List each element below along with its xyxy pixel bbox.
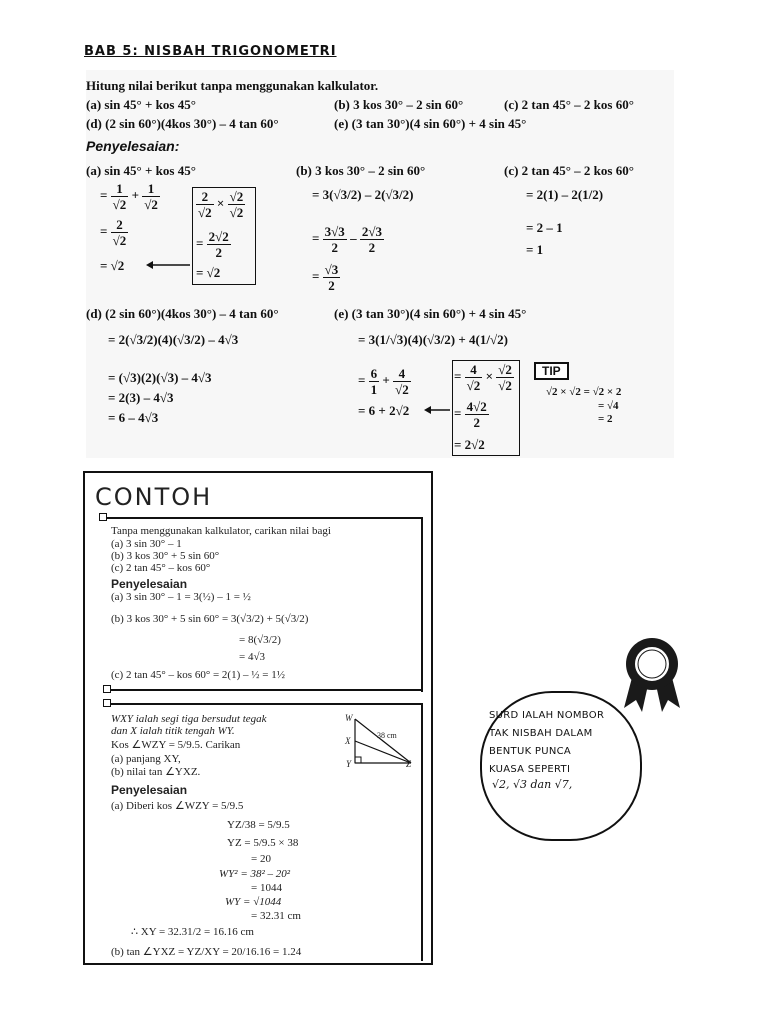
figure-label-w: W: [345, 713, 353, 723]
contoh-s2i: ∴ XY = 32.31/2 = 16.16 cm: [131, 926, 254, 938]
solution-e-heading: (e) (3 tan 30°)(4 sin 60°) + 4 sin 45°: [334, 306, 527, 321]
note-line1: SURD IALAH NOMBOR: [489, 710, 605, 721]
solution-b-line3: = $\frac{√3}{2}$: [312, 262, 339, 293]
solution-b-line1: = 3(√3/2) – 2(√3/2): [312, 187, 414, 202]
contoh-s1b2: = 8(√3/2): [239, 634, 281, 646]
note-line3: BENTUK PUNCA: [489, 746, 572, 757]
instruction: Hitung nilai berikut tanpa menggunakan kalkulator.: [86, 78, 379, 93]
contoh-s2g: WY = √1044: [225, 896, 282, 908]
solution-d-line2: = (√3)(2)(√3) – 4√3: [108, 370, 212, 385]
question-e: (e) (3 tan 30°)(4 sin 60°) + 4 sin 45°: [334, 116, 527, 131]
note-line4: KUASA SEPERTI: [489, 764, 571, 775]
divider: [99, 517, 423, 519]
tip-line1: √2 × √2 = √2 × 2: [546, 386, 622, 398]
contoh-q2c: Kos ∠WZY = 5/9.5. Carikan: [111, 739, 241, 751]
contoh-s1a: (a) 3 sin 30° – 1 = 3(½) – 1 = ½: [111, 591, 251, 603]
chapter-title: BAB 5: NISBAH TRIGONOMETRI: [84, 44, 337, 59]
solution-e-line1: = 3(1/√3)(4)(√3/2) + 4(1/√2): [358, 332, 508, 347]
solution-a-line2: = $\frac{2}{√2}$: [100, 217, 127, 248]
contoh-s1b: (b) 3 kos 30° + 5 sin 60° = 3(√3/2) + 5(√3/2): [111, 613, 309, 625]
figure-label-y: Y: [346, 759, 352, 769]
contoh-q2d: (a) panjang XY,: [111, 753, 181, 765]
figure-label-x: X: [345, 736, 351, 746]
contoh-title: CONTOH: [95, 483, 213, 511]
contoh-s2d: = 20: [251, 853, 271, 865]
contoh-q2e: (b) nilai tan ∠YXZ.: [111, 766, 201, 778]
contoh-s2j: (b) tan ∠YXZ = YZ/XY = 20/16.16 = 1.24: [111, 946, 302, 958]
tip-line2: = √4: [598, 400, 619, 412]
solution-e-box-line1: = $\frac{4}{√2}$ × $\frac{√2}{√2}$: [454, 362, 512, 393]
divider: [421, 517, 423, 692]
contoh-q2b: dan X ialah titik tengah WY.: [111, 725, 235, 737]
solution-a-line3: = √2: [100, 258, 125, 273]
solution-d-line3: = 2(3) – 4√3: [108, 390, 174, 405]
contoh-q1c: (c) 2 tan 45° – kos 60°: [111, 562, 211, 574]
solution-d-line4: = 6 – 4√3: [108, 410, 159, 425]
penyelesaian-heading: Penyelesaian:: [86, 138, 180, 154]
arrow-left-icon: [424, 405, 452, 415]
note-line2: TAK NISBAH DALAM: [489, 728, 593, 739]
solution-c-line1: = 2(1) – 2(1/2): [526, 187, 604, 202]
divider: [421, 703, 423, 961]
solution-a-line1: = $\frac{1}{√2}$ + $\frac{1}{√2}$: [100, 181, 158, 212]
contoh-s2c: YZ = 5/9.5 × 38: [227, 837, 299, 849]
solution-d-heading: (d) (2 sin 60°)(4kos 30°) – 4 tan 60°: [86, 306, 279, 321]
contoh-penyelesaian-1: Penyelesaian: [111, 577, 188, 591]
question-d: (d) (2 sin 60°)(4kos 30°) – 4 tan 60°: [86, 116, 279, 131]
solution-e-box-line3: = 2√2: [454, 437, 485, 452]
contoh-s1b3: = 4√3: [239, 651, 265, 663]
note-text: [489, 707, 629, 779]
contoh-q2a: WXY ialah segi tiga bersudut tegak: [111, 713, 267, 725]
solution-e-box-line2: = $\frac{4√2}{2}$: [454, 399, 487, 430]
contoh-q1a: (a) 3 sin 30° – 1: [111, 538, 182, 550]
solution-a-box-line3: = √2: [196, 265, 221, 280]
question-b: (b) 3 kos 30° – 2 sin 60°: [334, 97, 464, 112]
contoh-panel: [83, 471, 433, 965]
contoh-q1b: (b) 3 kos 30° + 5 sin 60°: [111, 550, 220, 562]
solution-a-box-line1: $\frac{2}{√2}$ × $\frac{√2}{√2}$: [198, 189, 244, 220]
arrow-left-icon: [146, 260, 192, 270]
solution-e-line2: = $\frac{6}{1}$ + $\frac{4}{√2}$: [358, 366, 409, 397]
question-a: (a) sin 45° + kos 45°: [86, 97, 196, 112]
solution-a-box-line2: = $\frac{2√2}{2}$: [196, 229, 229, 260]
surd-examples: √2, √3 dan √7,: [492, 778, 573, 791]
contoh-s2f: = 1044: [251, 882, 282, 894]
bullet-icon: [99, 513, 107, 521]
rosette-icon: [620, 636, 684, 720]
solution-a-heading: (a) sin 45° + kos 45°: [86, 163, 196, 178]
contoh-penyelesaian-2: Penyelesaian: [111, 783, 188, 797]
contoh-s2b: YZ/38 = 5/9.5: [227, 819, 290, 831]
solution-d-line1: = 2(√3/2)(4)(√3/2) – 4√3: [108, 332, 239, 347]
solution-b-line2: = $\frac{3√3}{2}$ – $\frac{2√3}{2}$: [312, 224, 382, 255]
contoh-s1c: (c) 2 tan 45° – kos 60° = 2(1) – ½ = 1½: [111, 669, 285, 681]
solution-c-line3: = 1: [526, 242, 544, 257]
contoh-s2h: = 32.31 cm: [251, 910, 301, 922]
contoh-q1: Tanpa menggunakan kalkulator, carikan nilai bagi: [111, 525, 331, 537]
contoh-s2e: WY² = 38² – 20²: [219, 868, 291, 880]
question-c: (c) 2 tan 45° – 2 kos 60°: [504, 97, 634, 112]
solution-e-line3: = 6 + 2√2: [358, 403, 410, 418]
figure-length-label: 38 cm: [377, 731, 397, 740]
tip-badge: TIP: [534, 362, 569, 380]
bullet-icon: [103, 685, 111, 693]
contoh-s2a: (a) Diberi kos ∠WZY = 5/9.5: [111, 800, 244, 812]
solution-b-heading: (b) 3 kos 30° – 2 sin 60°: [296, 163, 426, 178]
figure-label-z: Z: [406, 759, 412, 769]
divider: [107, 689, 423, 691]
worked-solutions-scan: [86, 70, 674, 458]
solution-c-line2: = 2 – 1: [526, 220, 563, 235]
bullet-icon: [103, 699, 111, 707]
solution-c-heading: (c) 2 tan 45° – 2 kos 60°: [504, 163, 634, 178]
divider: [107, 703, 423, 705]
tip-line3: = 2: [598, 413, 613, 425]
